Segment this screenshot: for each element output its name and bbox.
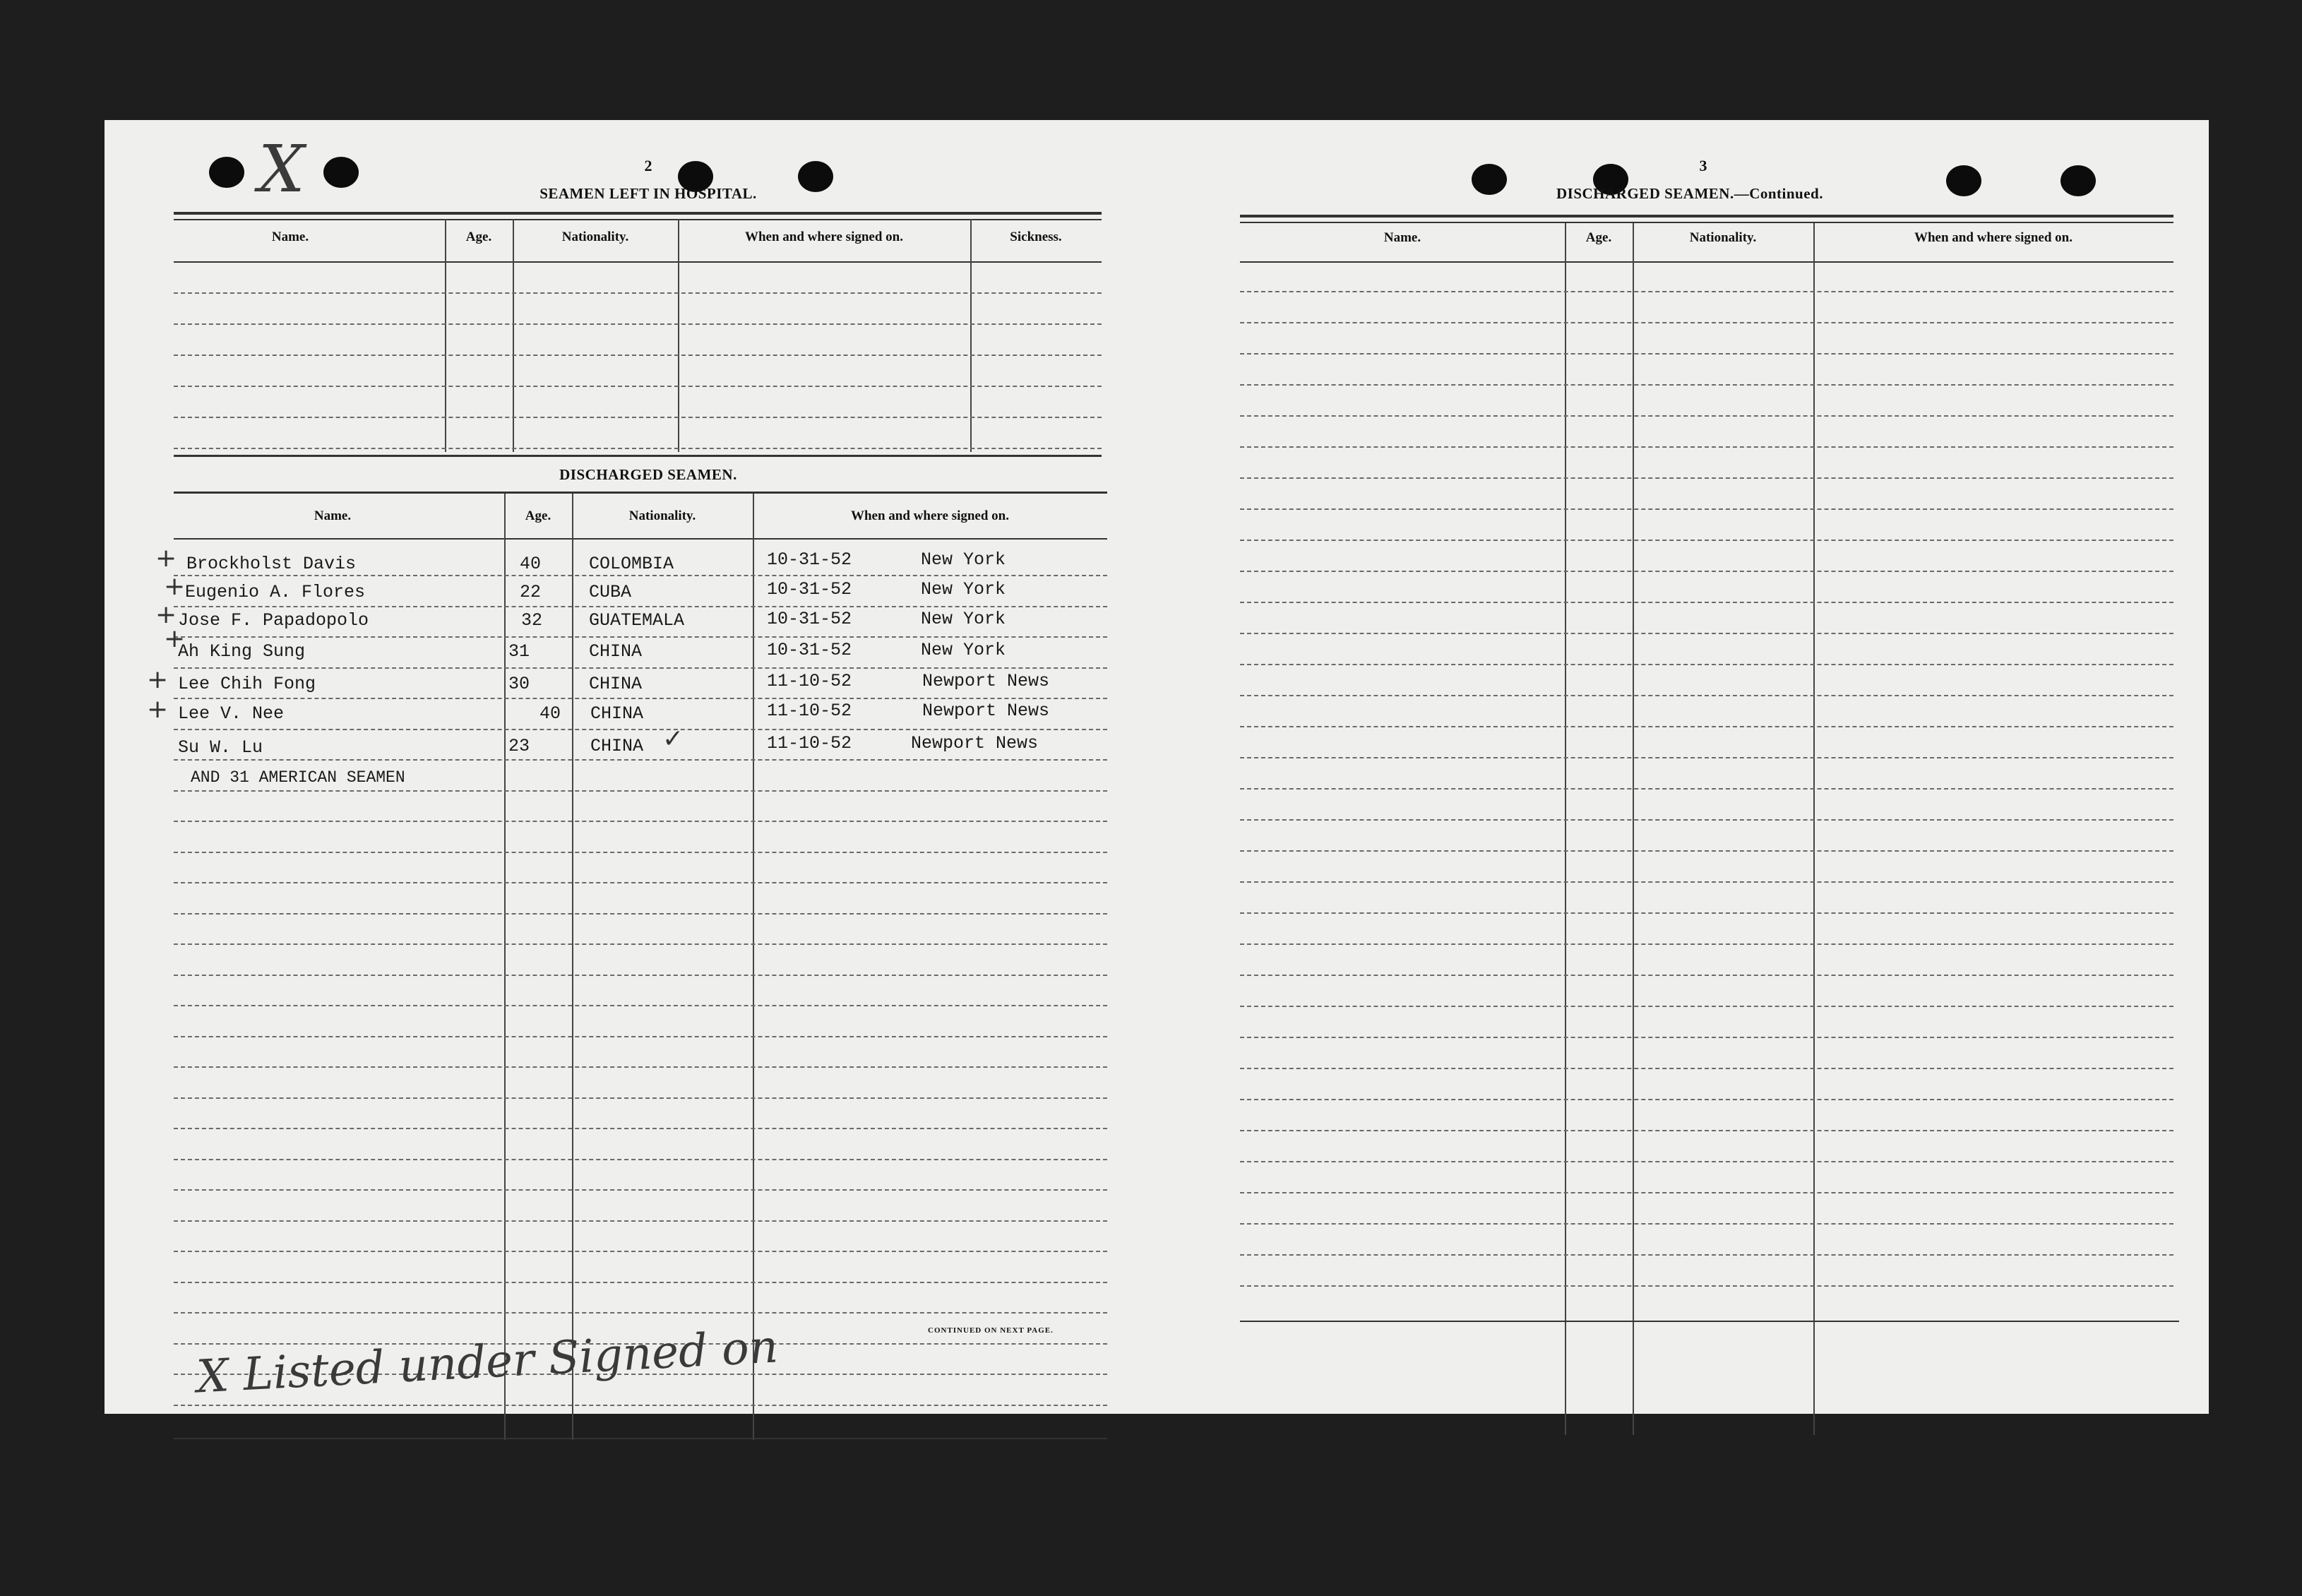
signed-on-place: New York: [921, 609, 1006, 629]
col-nationality: Nationality.: [561, 230, 629, 244]
row-line: [174, 386, 1102, 387]
signed-on-place: Newport News: [911, 733, 1039, 754]
handwritten-note: X Listed under Signed on: [195, 1321, 780, 1404]
row-line: [174, 882, 1107, 883]
signed-on-place: New York: [921, 549, 1006, 570]
top-rule-right: [1240, 215, 2173, 218]
signed-on-date: 10-31-52: [767, 640, 852, 660]
row-line: [1240, 757, 2173, 758]
seaman-nationality: CHINA: [589, 674, 643, 694]
row-line: [174, 1189, 1107, 1191]
row-line: [174, 1220, 1107, 1222]
row-line: [1240, 322, 2173, 323]
row-line: [1240, 446, 2173, 448]
signed-on-place: New York: [921, 640, 1006, 660]
punch-hole: [2061, 165, 2096, 196]
col-age: Age.: [465, 230, 492, 244]
row-line: [1240, 1223, 2173, 1225]
top-rule-left: [174, 212, 1102, 215]
col-name: Name.: [271, 230, 309, 244]
seaman-nationality: CHINA: [589, 641, 643, 662]
row-line: [1240, 943, 2173, 945]
check-mark: +: [164, 572, 186, 601]
seaman-nationality: GUATEMALA: [589, 610, 685, 631]
row-line: [174, 1251, 1107, 1252]
row-line: [174, 943, 1107, 945]
row-line: [1240, 695, 2173, 696]
bottom-rule-left: [174, 1438, 1107, 1439]
row-line: [1240, 1006, 2173, 1007]
row-line: [174, 1066, 1107, 1068]
row-line: [174, 323, 1102, 325]
check-mark: +: [147, 665, 169, 694]
seaman-name: Eugenio A. Flores: [185, 582, 366, 602]
col-signed-on: When and where signed on.: [744, 230, 903, 244]
col-divider: [572, 494, 573, 1440]
signed-on-place: Newport News: [922, 701, 1050, 721]
punch-hole: [1472, 164, 1507, 195]
row-line: [174, 355, 1102, 356]
signed-on-date: 10-31-52: [767, 549, 852, 570]
signed-on-place: New York: [921, 579, 1006, 600]
punch-hole: [798, 161, 833, 192]
row-line: [174, 1159, 1107, 1160]
bottom-rule-right: [1240, 1321, 2179, 1322]
row-line: [1240, 1161, 2173, 1162]
row-line: [174, 636, 1107, 638]
row-line: [1240, 602, 2173, 603]
signed-on-date: 11-10-52: [767, 733, 852, 754]
signed-on-date: 11-10-52: [767, 701, 852, 721]
col-name: Name.: [314, 508, 352, 523]
check-mark: +: [155, 544, 177, 573]
row-line: [174, 667, 1107, 669]
row-line: [174, 852, 1107, 853]
row-line: [1240, 881, 2173, 883]
row-line: [174, 1005, 1107, 1006]
row-line: [174, 448, 1102, 449]
col-divider: [1565, 223, 1566, 1435]
continued-section-title: DISCHARGED SEAMEN.—Continued.: [1556, 185, 1823, 202]
row-line: [174, 759, 1107, 761]
signed-on-date: 11-10-52: [767, 671, 852, 691]
seaman-age: 23: [508, 736, 530, 756]
seaman-age: 22: [520, 582, 542, 602]
seaman-nationality: CHINA: [590, 703, 644, 724]
signed-on-place: Newport News: [922, 671, 1050, 691]
row-line: [174, 575, 1107, 576]
row-line: [1240, 477, 2173, 479]
row-line: [1240, 1285, 2173, 1287]
row-line: [174, 1128, 1107, 1129]
col-name: Name.: [1383, 230, 1421, 245]
row-line: [1240, 384, 2173, 386]
col-nationality: Nationality.: [628, 508, 696, 523]
col-divider: [753, 494, 754, 1440]
row-line: [1240, 912, 2173, 914]
row-line: [174, 606, 1107, 607]
row-line: [1240, 664, 2173, 665]
check-mark: +: [147, 695, 169, 724]
row-line: [1240, 415, 2173, 417]
row-line: [1240, 1130, 2173, 1131]
punch-hole: [209, 157, 244, 188]
seaman-age: 31: [508, 641, 530, 662]
section-rule: [174, 492, 1107, 494]
seaman-age: 40: [520, 554, 542, 574]
right-head-rule: [1240, 261, 2173, 263]
row-line: [174, 292, 1102, 294]
discharged-section-title: DISCHARGED SEAMEN.: [559, 466, 737, 483]
col-divider: [504, 494, 506, 1440]
col-sickness: Sickness.: [1010, 230, 1062, 244]
row-line: [1240, 788, 2173, 790]
header-rule-right: [1240, 222, 2173, 223]
row-line: [174, 698, 1107, 699]
row-line: [174, 1097, 1107, 1099]
row-line: [1240, 508, 2173, 510]
seaman-nationality: CUBA: [589, 582, 632, 602]
header-rule-left: [174, 219, 1102, 220]
row-line: [174, 1036, 1107, 1037]
check-mark: +: [155, 600, 177, 629]
seaman-nationality: COLOMBIA: [589, 554, 674, 574]
col-divider: [1813, 223, 1815, 1435]
row-line: [174, 790, 1107, 792]
row-line: [174, 975, 1107, 976]
seaman-name: Lee V. Nee: [178, 703, 285, 724]
row-line: [174, 417, 1102, 418]
row-line: [174, 1312, 1107, 1314]
seaman-name: Jose F. Papadopolo: [178, 610, 369, 631]
row-line: [174, 1282, 1107, 1283]
punch-hole: [323, 157, 359, 188]
row-line: [1240, 633, 2173, 634]
check-mark: +: [164, 624, 186, 653]
row-line: [1240, 540, 2173, 541]
row-line: [1240, 1254, 2173, 1256]
seaman-nationality: CHINA: [590, 736, 644, 756]
row-line: [1240, 1037, 2173, 1038]
page-number-right: 3: [1699, 157, 1707, 174]
row-line: [1240, 819, 2173, 821]
row-line: [174, 913, 1107, 915]
seaman-name: Ah King Sung: [178, 641, 306, 662]
col-divider: [1633, 223, 1634, 1435]
row-line: [1240, 1192, 2173, 1193]
page-number-left: 2: [644, 157, 652, 174]
section-rule: [174, 455, 1102, 457]
col-signed-on: When and where signed on.: [1914, 230, 2073, 245]
seaman-age: 40: [539, 703, 561, 724]
col-signed-on: When and where signed on.: [850, 508, 1009, 523]
seaman-name: Brockholst Davis: [186, 554, 357, 574]
handwritten-x-mark: X: [258, 131, 305, 207]
col-age: Age.: [525, 508, 551, 523]
seaman-age: 30: [508, 674, 530, 694]
col-age: Age.: [1585, 230, 1612, 245]
row-line: [1240, 726, 2173, 727]
hospital-head-rule: [174, 261, 1102, 263]
signed-on-date: 10-31-52: [767, 609, 852, 629]
row-line: [1240, 1068, 2173, 1069]
row-line: [1240, 975, 2173, 976]
row-line: [1240, 353, 2173, 355]
document-sheet: [105, 120, 2209, 1414]
col-nationality: Nationality.: [1689, 230, 1757, 245]
continued-note: CONTINUED ON NEXT PAGE.: [928, 1326, 1054, 1335]
discharged-head-rule: [174, 538, 1107, 540]
row-line: [1240, 850, 2173, 852]
row-line: [1240, 571, 2173, 572]
row-line: [174, 729, 1107, 730]
hospital-section-title: SEAMEN LEFT IN HOSPITAL.: [539, 185, 757, 202]
punch-hole: [1946, 165, 1981, 196]
row-line: [1240, 1099, 2173, 1100]
row-line: [174, 1405, 1107, 1406]
seaman-name: Su W. Lu: [178, 737, 263, 758]
check-mark: ✓: [662, 725, 684, 754]
seaman-age: 32: [521, 610, 543, 631]
row-line: [1240, 291, 2173, 292]
row-line: [174, 821, 1107, 822]
seaman-name: Lee Chih Fong: [178, 674, 316, 694]
signed-on-date: 10-31-52: [767, 579, 852, 600]
summary-line: AND 31 AMERICAN SEAMEN: [191, 768, 405, 787]
